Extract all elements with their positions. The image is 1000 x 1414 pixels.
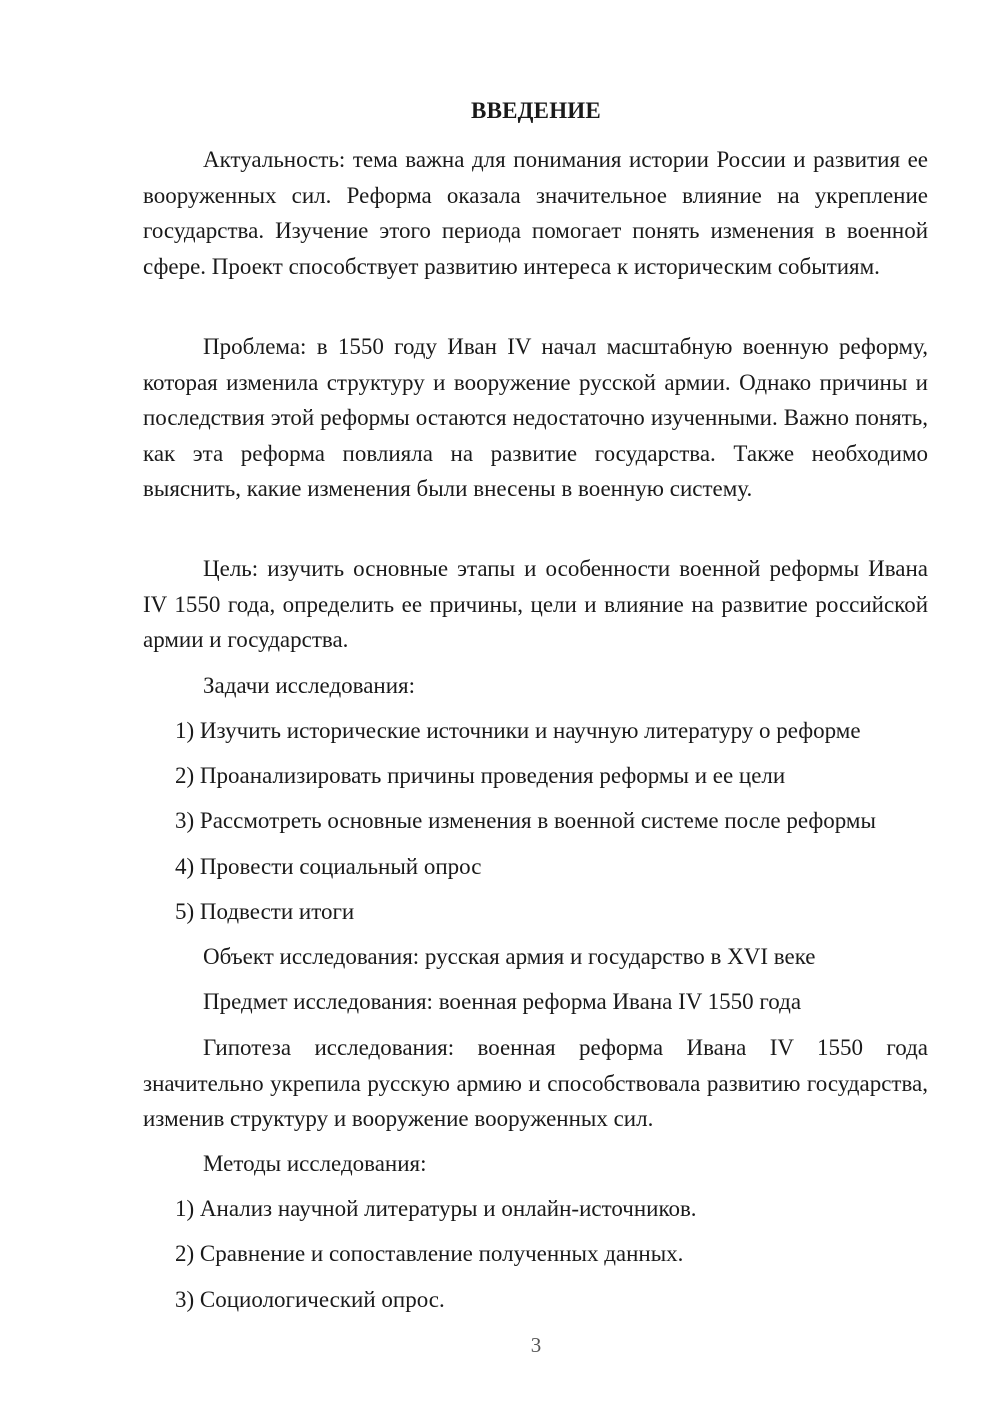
task-item: 5) Подвести итоги	[175, 899, 355, 924]
problem-paragraph: Проблема: в 1550 году Иван IV начал масштабную военную реформу, которая изменила структуру и вооружение русской армии. Однако причины и последствия этой реформы остаются недостаточно изученными. Важно понять, как эта реформа повлияла на развитие государства. Также необходимо выяснить, какие изменения были внесены в военную систему.	[143, 334, 928, 501]
section-heading: ВВЕДЕНИЕ	[471, 98, 601, 123]
research-object: Объект исследования: русская армия и государство в XVI веке	[203, 944, 816, 969]
task-item: 2) Проанализировать причины проведения реформы и ее цели	[175, 763, 786, 788]
task-item: 3) Рассмотреть основные изменения в военной системе после реформы	[175, 808, 876, 833]
page-number: 3	[530, 1333, 542, 1357]
tasks-title: Задачи исследования:	[203, 673, 416, 698]
research-subject: Предмет исследования: военная реформа Ивана IV 1550 года	[203, 989, 802, 1014]
goal-paragraph: Цель: изучить основные этапы и особенности военной реформы Ивана IV 1550 года, определить ее причины, цели и влияние на развитие российской армии и государства.	[143, 556, 928, 652]
method-item: 3) Социологический опрос.	[175, 1287, 445, 1312]
methods-title: Методы исследования:	[203, 1151, 427, 1176]
method-item: 2) Сравнение и сопоставление полученных данных.	[175, 1241, 684, 1266]
task-item: 4) Провести социальный опрос	[175, 854, 482, 879]
task-item: 1) Изучить исторические источники и научную литературу о реформе	[175, 718, 861, 743]
method-item: 1) Анализ научной литературы и онлайн-источников.	[175, 1196, 697, 1221]
relevance-paragraph: Актуальность: тема важна для понимания истории России и развития ее вооруженных сил. Реформа оказала значительное влияние на укрепление государства. Изучение этого периода помогает понять изменения в военной сфере. Проект способствует развитию интереса к историческим событиям.	[143, 147, 928, 279]
hypothesis-paragraph: Гипотеза исследования: военная реформа Ивана IV 1550 года значительно укрепила русскую армию и способствовала развитию государства, изменив структуру и вооружение вооруженных сил.	[143, 1035, 928, 1131]
